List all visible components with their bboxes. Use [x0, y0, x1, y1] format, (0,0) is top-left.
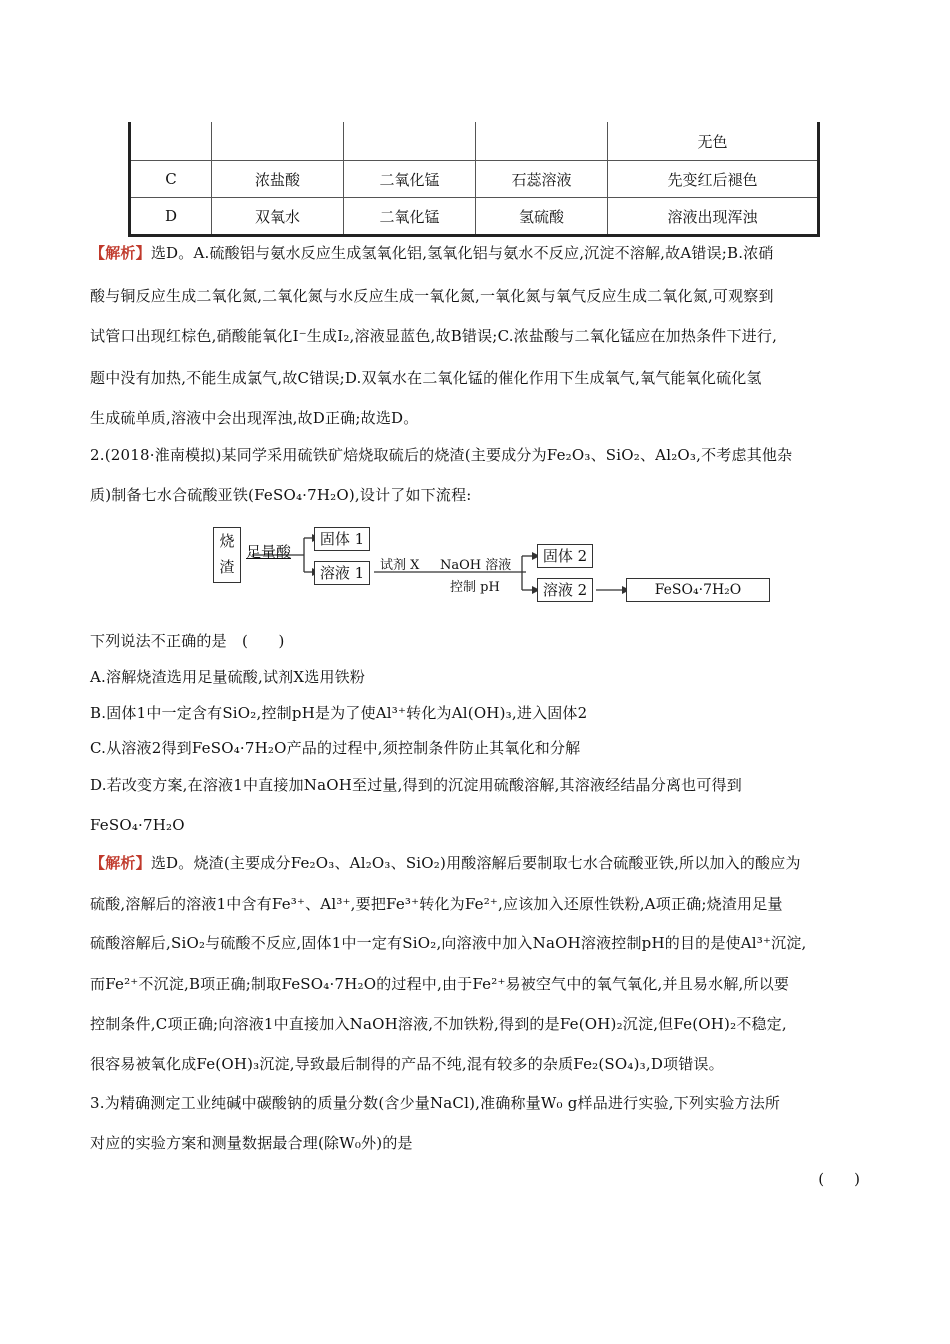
table-cell: 双氧水	[212, 198, 344, 236]
table-row	[130, 198, 819, 236]
analysis-line	[90, 242, 774, 263]
answer-table	[128, 122, 820, 237]
table-cell	[476, 122, 608, 161]
table-row	[130, 161, 819, 198]
analysis-tag: 【解析】	[90, 854, 151, 872]
analysis-line	[90, 852, 801, 873]
analysis-line: 而Fe²⁺不沉淀,B项正确;制取FeSO₄·7H₂O的过程中,由于Fe²⁺易被空气中的氧气氧化,并且易水解,所以要	[90, 975, 790, 993]
analysis-line: 硫酸溶解后,SiO₂与硫酸不反应,固体1中一定有SiO₂,向溶液中加入NaOH溶液控制pH的目的是使Al³⁺沉淀,	[90, 934, 807, 952]
table-cell	[344, 122, 476, 161]
flow-box-product: FeSO₄·7H₂O	[626, 578, 770, 602]
flow-box-sol1: 溶液 1	[314, 561, 370, 585]
flow-label-acid: 足量酸	[246, 543, 292, 561]
option-d: D.若改变方案,在溶液1中直接加NaOH至过量,得到的沉淀用硫酸溶解,其溶液经结晶分离也可得到	[90, 776, 742, 794]
table-cell: 石蕊溶液	[476, 161, 608, 198]
analysis-line: 试管口出现红棕色,硝酸能氧化I⁻生成I₂,溶液显蓝色,故B错误;C.浓盐酸与二氧化锰应在加热条件下进行,	[90, 327, 778, 345]
analysis-line: 控制条件,C项正确;向溶液1中直接加入NaOH溶液,不加铁粉,得到的是Fe(OH)₂沉淀,但Fe(OH)₂不稳定,	[90, 1015, 787, 1033]
analysis-line: 题中没有加热,不能生成氯气,故C错误;D.双氧水在二氧化锰的催化作用下生成氧气,氧气能氧化硫化氢	[90, 369, 762, 387]
flow-box-sol2: 溶液 2	[537, 578, 593, 602]
table-cell: 二氧化锰	[344, 198, 476, 236]
flow-label-reagent: 试剂 X	[380, 558, 420, 573]
table-cell: 二氧化锰	[344, 161, 476, 198]
table-cell: 先变红后褪色	[608, 161, 819, 198]
analysis-line: 生成硫单质,溶液中会出现浑浊,故D正确;故选D。	[90, 409, 419, 427]
flow-label-naoh: NaOH 溶液	[440, 558, 512, 573]
analysis-text: 选D。A.硫酸铝与氨水反应生成氢氧化铝,氢氧化铝与氨水不反应,沉淀不溶解,故A错误;B.浓硝	[150, 244, 774, 262]
question-line: 对应的实验方案和测量数据最合理(除W₀外)的是	[90, 1134, 413, 1152]
table-cell: D	[130, 198, 212, 236]
table-row	[130, 122, 819, 161]
analysis-tag: 【解析】	[90, 244, 151, 262]
option-c: C.从溶液2得到FeSO₄·7H₂O产品的过程中,须控制条件防止其氧化和分解	[90, 739, 581, 757]
table-cell	[130, 122, 212, 161]
question-line: 2.(2018·淮南模拟)某同学采用硫铁矿焙烧取硫后的烧渣(主要成分为Fe₂O₃、SiO₂、Al₂O₃,不考虑其他杂	[90, 446, 793, 464]
table-cell: 无色	[608, 122, 819, 161]
option-b: B.固体1中一定含有SiO₂,控制pH是为了使Al³⁺转化为Al(OH)₃,进入固体2	[90, 704, 588, 722]
question-line: 3.为精确测定工业纯碱中碳酸钠的质量分数(含少量NaCl),准确称量W₀ g样品进行实验,下列实验方法所	[90, 1094, 781, 1112]
table-cell: 氢硫酸	[476, 198, 608, 236]
analysis-line: 硫酸,溶解后的溶液1中含有Fe³⁺、Al³⁺,要把Fe³⁺转化为Fe²⁺,应该加入还原性铁粉,A项正确;烧渣用足量	[90, 895, 783, 913]
table-cell: C	[130, 161, 212, 198]
answer-bracket: ( )	[818, 1170, 860, 1188]
flow-box-solid2: 固体 2	[537, 544, 593, 568]
flow-box-start	[213, 527, 241, 583]
analysis-line: 很容易被氧化成Fe(OH)₃沉淀,导致最后制得的产品不纯,混有较多的杂质Fe₂(SO₄)₃,D项错误。	[90, 1055, 724, 1073]
question-line: 质)制备七水合硫酸亚铁(FeSO₄·7H₂O),设计了如下流程:	[90, 486, 472, 504]
option-a: A.溶解烧渣选用足量硫酸,试剂X选用铁粉	[90, 668, 366, 686]
flow-box-solid1: 固体 1	[314, 527, 370, 551]
table-cell	[212, 122, 344, 161]
flow-box-label: 烧渣	[219, 532, 235, 576]
question-stem: 下列说法不正确的是 ( )	[90, 632, 285, 650]
table-cell: 浓盐酸	[212, 161, 344, 198]
analysis-text: 选D。烧渣(主要成分Fe₂O₃、Al₂O₃、SiO₂)用酸溶解后要制取七水合硫酸亚铁,所以加入的酸应为	[150, 854, 801, 872]
flow-label-ph: 控制 pH	[450, 580, 500, 595]
option-d-cont: FeSO₄·7H₂O	[90, 816, 185, 834]
table-cell: 溶液出现浑浊	[608, 198, 819, 236]
analysis-line: 酸与铜反应生成二氧化氮,二氧化氮与水反应生成一氧化氮,一氧化氮与氧气反应生成二氧化氮,可观察到	[90, 287, 774, 305]
